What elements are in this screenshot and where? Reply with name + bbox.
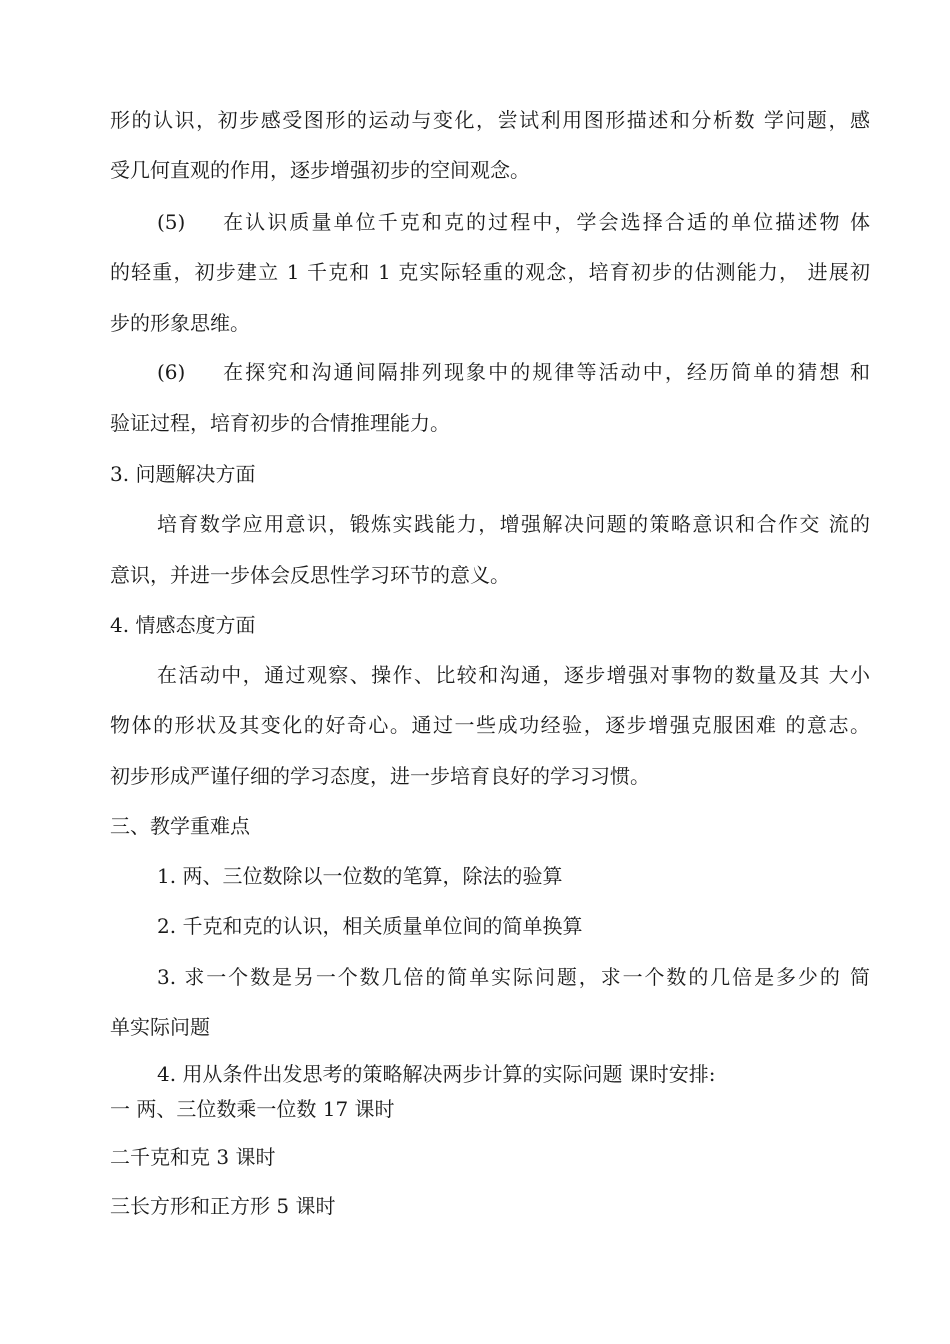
paragraph-line: 培育数学应用意识，锻炼实践能力，增强解决问题的策略意识和合作交 流的 [157, 512, 870, 536]
schedule-item: 一 两、三位数乘一位数 17 课时 [110, 1097, 395, 1121]
paragraph-line: 在活动中，通过观察、操作、比较和沟通，逐步增强对事物的数量及其 大小 [157, 663, 870, 687]
paragraph-line: 物体的形状及其变化的好奇心。通过一些成功经验，逐步增强克服困难 的意志。 [110, 713, 870, 737]
paragraph-line: 验证过程，培育初步的合情推理能力。 [110, 411, 450, 435]
schedule-item: 三长方形和正方形 5 课时 [110, 1194, 336, 1218]
key-point-item: 1. 两、三位数除以一位数的笔算，除法的验算 [157, 864, 563, 888]
list-item-number: (6) [157, 360, 186, 384]
paragraph-line: 形的认识，初步感受图形的运动与变化，尝试利用图形描述和分析数 学问题，感 [110, 108, 870, 132]
list-item-5-line [157, 208, 870, 236]
list-item-text: 在探究和沟通间隔排列现象中的规律等活动中，经历简单的猜想 和 [221, 360, 870, 384]
key-point-item: 4. 用从条件出发思考的策略解决两步计算的实际问题 课时安排: [157, 1062, 716, 1086]
list-item-6-line [157, 358, 870, 386]
section-heading: 3. 问题解决方面 [110, 462, 256, 486]
key-point-item: 2. 千克和克的认识，相关质量单位间的简单换算 [157, 914, 583, 938]
list-item-text: 在认识质量单位千克和克的过程中，学会选择合适的单位描述物 体 [221, 210, 870, 234]
paragraph-line: 意识，并进一步体会反思性学习环节的意义。 [110, 563, 510, 587]
list-item-number: (5) [157, 210, 186, 234]
section-heading: 4. 情感态度方面 [110, 613, 256, 637]
paragraph-line: 受几何直观的作用，逐步增强初步的空间观念。 [110, 158, 530, 182]
paragraph-line: 单实际问题 [110, 1015, 210, 1039]
paragraph-line: 初步形成严谨仔细的学习态度，进一步培育良好的学习习惯。 [110, 764, 650, 788]
section-heading: 三、教学重难点 [110, 814, 250, 838]
paragraph-line: 步的形象思维。 [110, 311, 250, 335]
schedule-item: 二千克和克 3 课时 [110, 1145, 276, 1169]
paragraph-line: 的轻重，初步建立 1 千克和 1 克实际轻重的观念，培育初步的估测能力， 进展初 [110, 260, 870, 284]
key-point-item: 3. 求一个数是另一个数几倍的简单实际问题，求一个数的几倍是多少的 简 [157, 965, 870, 989]
